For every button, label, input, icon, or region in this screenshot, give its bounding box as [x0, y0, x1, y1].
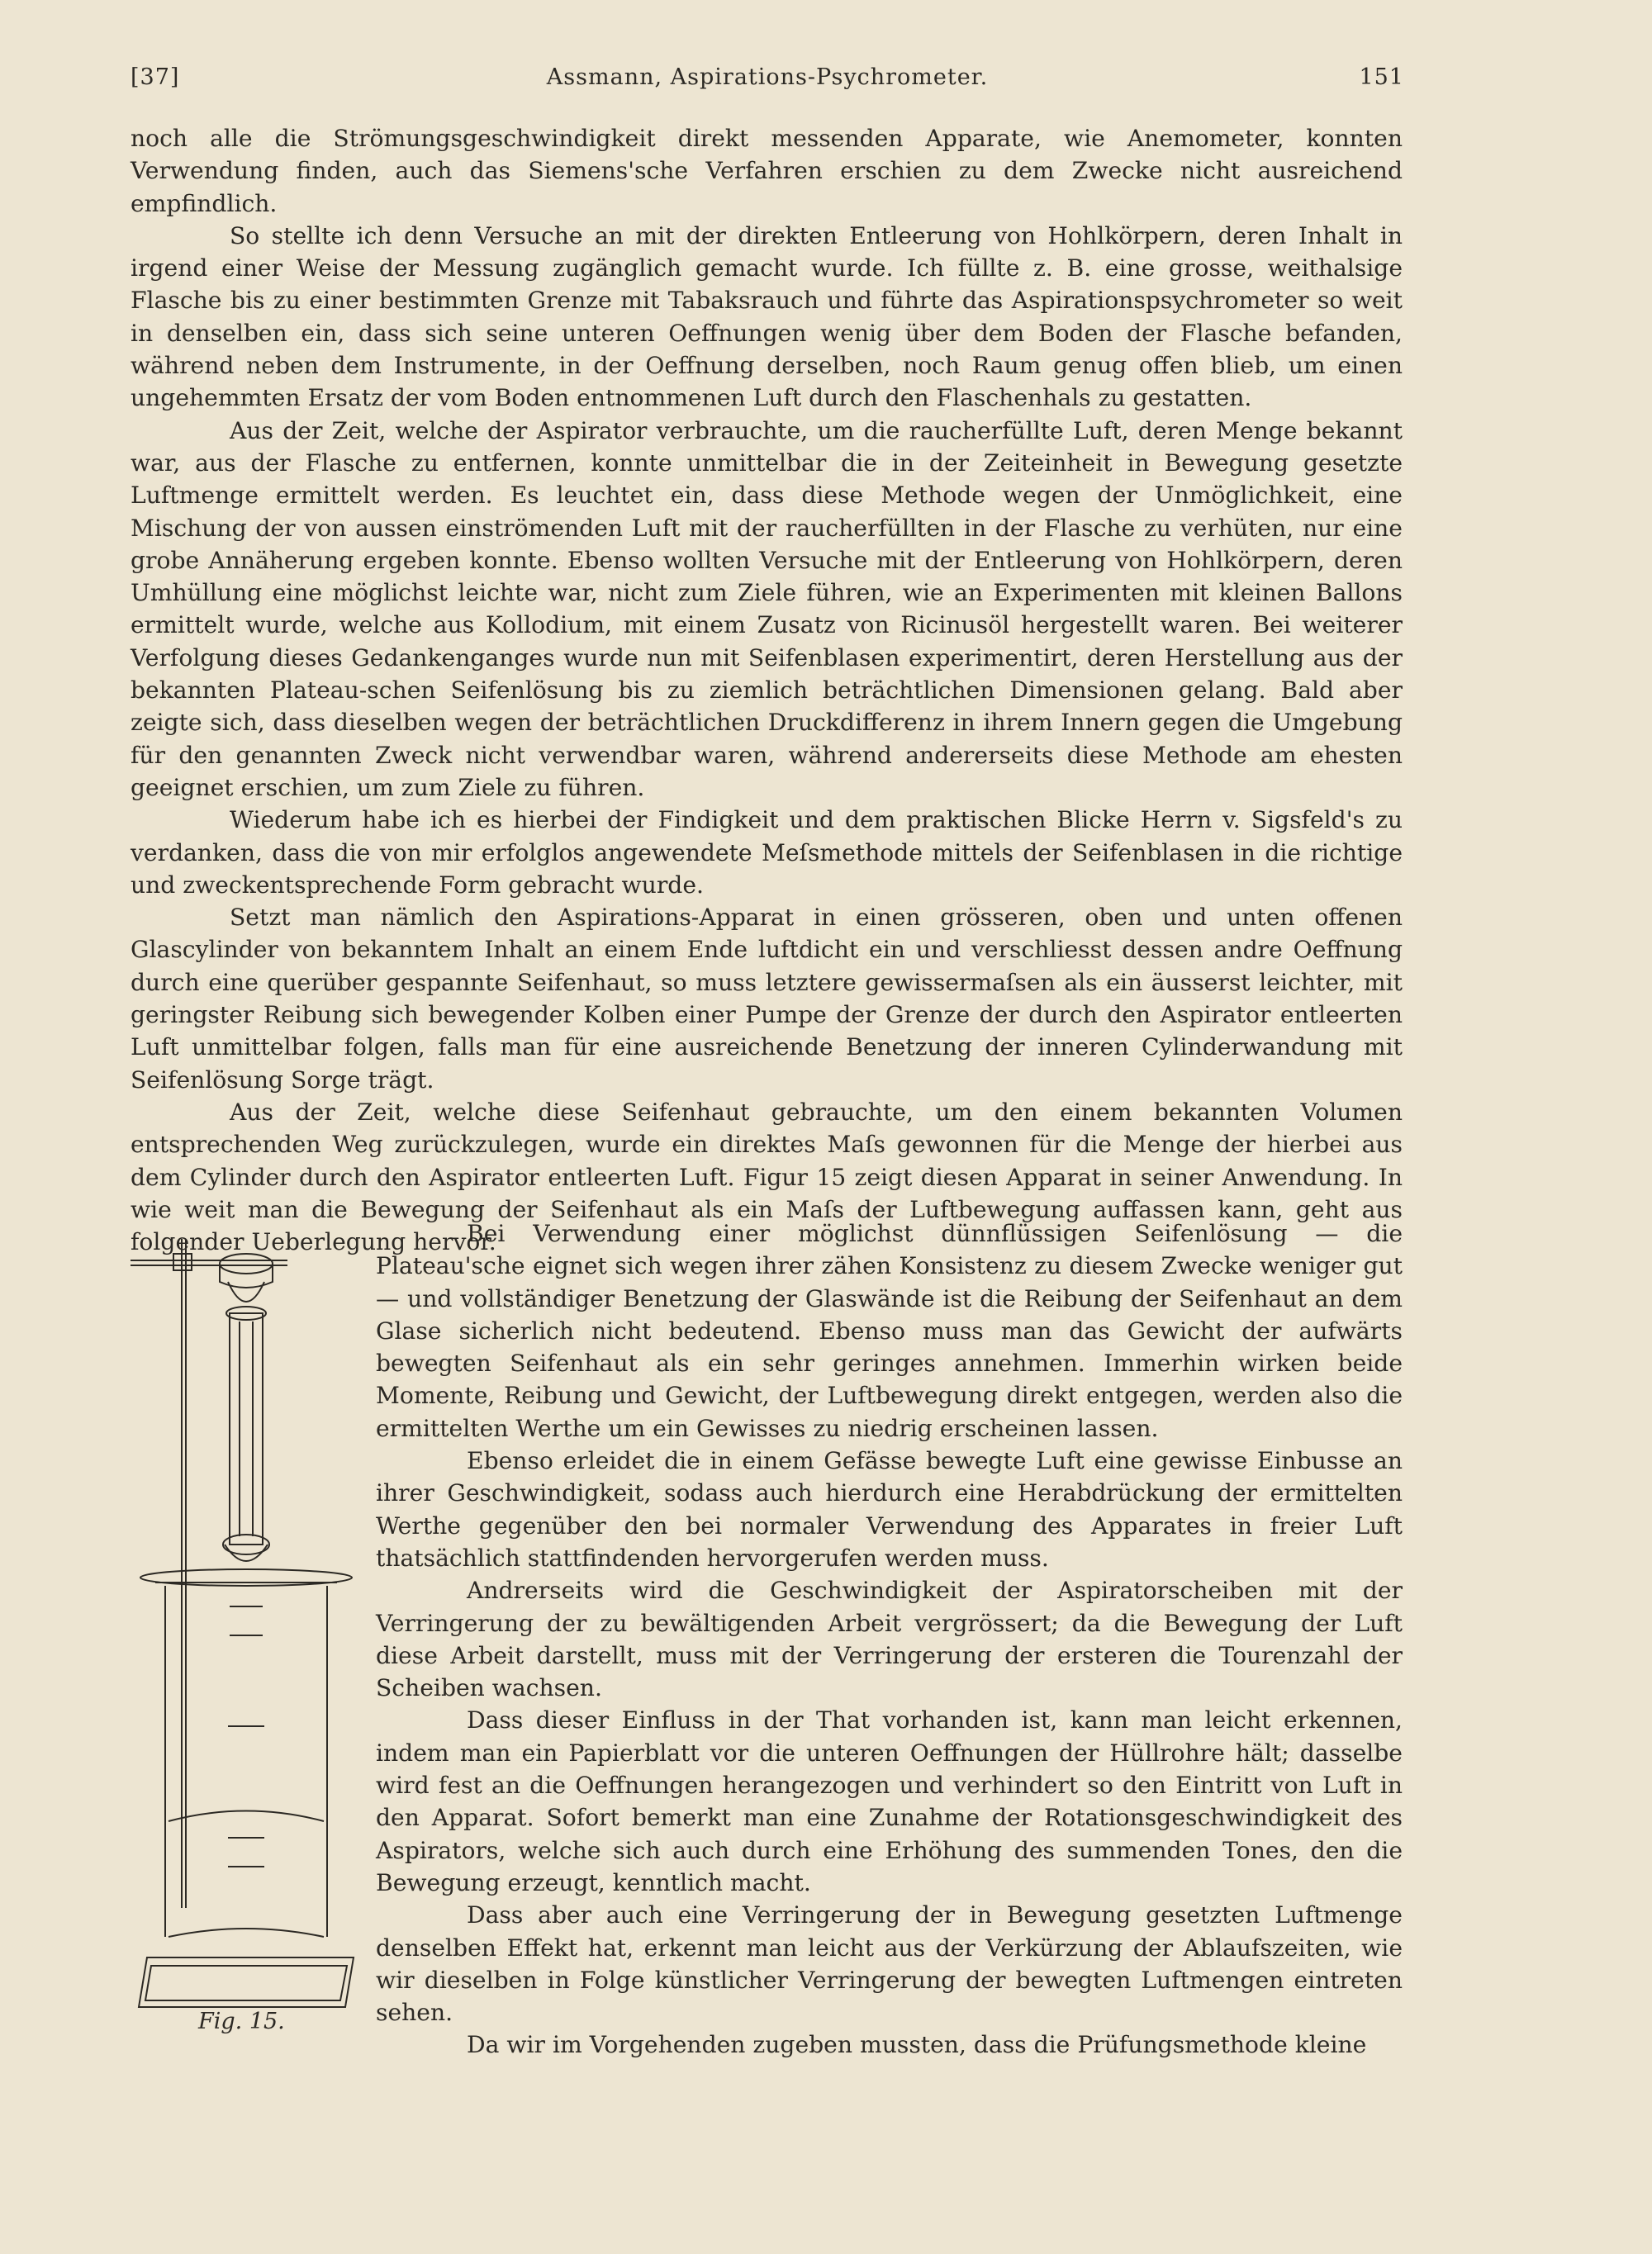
paragraph: Aus der Zeit, welche diese Seifenhaut gebrauchte, um den einem bekannten Volumen entsprechenden Weg zurückzulegen, wurde ein direktes Maſs gewonnen für die Menge der hierbei aus dem Cylinder durch den Aspirator entleerten Luft. Figur 15 zeigt diesen Apparat in seiner Anwendung. In wie weit man die Bewegung der Seifenhaut als ein Maſs der Luftbewegung auffassen kann, geht aus folgender Ueberlegung hervor. [131, 1098, 1403, 1256]
paragraph: Dass dieser Einfluss in der That vorhanden ist, kann man leicht erkennen, indem man ein Papierblatt vor die unteren Oeffnungen der Hüllrohre hält; dasselbe wird fest an die Oeffnungen herangezogen und verhindert so den Eintritt von Luft in den Apparat. Sofort bemerkt man eine Zunahme der Rotationsgeschwindigkeit des Aspirators, welche sich auch durch eine Erhöhung des summenden Tones, den die Bewegung erzeugt, kenntlich macht. [376, 1706, 1403, 1896]
apparatus-drawing [122, 1231, 370, 2048]
page-number: 151 [1359, 64, 1404, 90]
paragraph: Andrerseits wird die Geschwindigkeit der Aspiratorscheiben mit der Verringerung der zu bewältigenden Arbeit vergrössert; da die Bewegung der Luft diese Arbeit darstellt, muss mit der Verringerung der ersteren die Tourenzahl der Scheiben wachsen. [376, 1577, 1403, 1702]
running-header [131, 64, 1404, 97]
running-title: Assmann, Aspirations-Psychrometer. [546, 64, 989, 90]
figure-15-apparatus [122, 1231, 370, 2048]
paragraph: Wiederum habe ich es hierbei der Findigkeit und dem praktischen Blicke Herrn v. Sigsfeld's zu verdanken, dass die von mir erfolglos angewendete Meſsmethode mittels der Seifenblasen in die richtige und zweckentsprechende Form gebracht wurde. [131, 806, 1403, 899]
paragraph: Da wir im Vorgehenden zugeben mussten, dass die Prüfungsmethode kleine [467, 2031, 1367, 2059]
paragraph: Bei Verwendung einer möglichst dünnflüssigen Seifenlösung — die Plateau'sche eignet sich wegen ihrer zähen Konsistenz zu diesem Zwecke weniger gut — und vollständiger Benetzung der Glaswände ist die Reibung der Seifenhaut an dem Glase sicherlich nicht bedeutend. Ebenso muss man das Gewicht der aufwärts bewegten Seifenhaut als ein sehr geringes annehmen. Immerhin wirken beide Momente, Reibung und Gewicht, der Luftbewegung direkt entgegen, werden also die ermittelten Werthe um ein Gewisses zu niedrig erscheinen lassen. [376, 1220, 1403, 1442]
paragraph: Dass aber auch eine Verringerung der in Bewegung gesetzten Luftmenge denselben Effekt hat, erkennt man leicht aus der Verkürzung der Ablaufszeiten, wie wir dieselben in Folge künstlicher Verringerung der bewegten Luftmengen eintreten sehen. [376, 1901, 1403, 2027]
paragraph: So stellte ich denn Versuche an mit der direkten Entleerung von Hohlkörpern, deren Inhalt in irgend einer Weise der Messung zugänglich gemacht wurde. Ich füllte z. B. eine grosse, weithalsige Flasche bis zu einer bestimmten Grenze mit Tabaksrauch und führte das Aspirationspsychrometer so weit in denselben ein, dass sich seine unteren Oeffnungen wenig über dem Boden der Flasche befanden, während neben dem Instrumente, in der Oeffnung derselben, noch Raum genug offen blieb, um einen ungehemmten Ersatz der vom Boden entnommenen Luft durch den Flaschenhals zu gestatten. [131, 221, 1403, 412]
paragraph: Ebenso erleidet die in einem Gefässe bewegte Luft eine gewisse Einbusse an ihrer Geschwindigkeit, sodass auch hierdurch eine Herabdrückung der ermittelten Werthe gegenüber den bei normaler Verwendung des Apparates in freier Luft thatsächlich stattfindenden hervorgerufen werden muss. [376, 1447, 1403, 1572]
main-text-column [131, 122, 1403, 1258]
figure-caption: Fig. 15. [198, 2009, 285, 2034]
paragraph: Aus der Zeit, welche der Aspirator verbrauchte, um die raucherfüllte Luft, deren Menge bekannt war, aus der Flasche zu entfernen, konnte unmittelbar die in der Zeiteinheit in Bewegung gesetzte Luftmenge ermittelt werden. Es leuchtet ein, dass diese Methode wegen der Unmöglichkeit, eine Mischung der von aussen einströmenden Luft mit der raucherfüllten in der Flasche zu verhüten, nur eine grobe Annäherung ergeben konnte. Ebenso wollten Versuche mit der Entleerung von Hohlkörpern, deren Umhüllung eine möglichst leichte war, nicht zum Ziele führen, wie an Experimenten mit kleinen Ballons ermittelt wurde, welche aus Kollodium, mit einem Zusatz von Ricinusöl hergestellt waren. Bei weiterer Verfolgung dieses Gedankenganges wurde nun mit Seifenblasen experimentirt, deren Herstellung aus der bekannten Plateau-schen Seifenlösung bis zu ziemlich beträchtlichen Dimensionen gelang. Bald aber zeigte sich, dass dieselben wegen der beträchtlichen Druckdifferenz in ihrem Innern gegen die Umgebung für den genannten Zweck nicht verwendbar waren, während andererseits diese Methode am ehesten geeignet erschien, um zum Ziele zu führen. [131, 416, 1403, 801]
aspirator-head [220, 1254, 273, 1274]
wrapped-text-column [376, 1217, 1403, 2062]
paragraph: noch alle die Strömungsgeschwindigkeit direkt messenden Apparate, wie Anemometer, konnten Verwendung finden, auch das Siemens'sche Verfahren erschien zu dem Zwecke nicht ausreichend empfindlich. [131, 125, 1403, 217]
psychrometer-body [230, 1313, 263, 1545]
paragraph: Setzt man nämlich den Aspirations-Apparat in einen grösseren, oben und unten offenen Glascylinder von bekanntem Inhalt an einem Ende luftdicht ein und verschliesst dessen andre Oeffnung durch eine querüber gespannte Seifenhaut, so muss letztere gewissermaſsen als ein äusserst leichter, mit geringster Reibung sich bewegender Kolben einer Pumpe der Grenze der durch den Aspirator entleerten Luft unmittelbar folgen, falls man für eine ausreichende Benetzung der inneren Cylinderwandung mit Seifenlösung Sorge trägt. [131, 904, 1403, 1094]
soap-film [169, 1811, 324, 1822]
page-number-bracket: [37] [131, 64, 180, 90]
